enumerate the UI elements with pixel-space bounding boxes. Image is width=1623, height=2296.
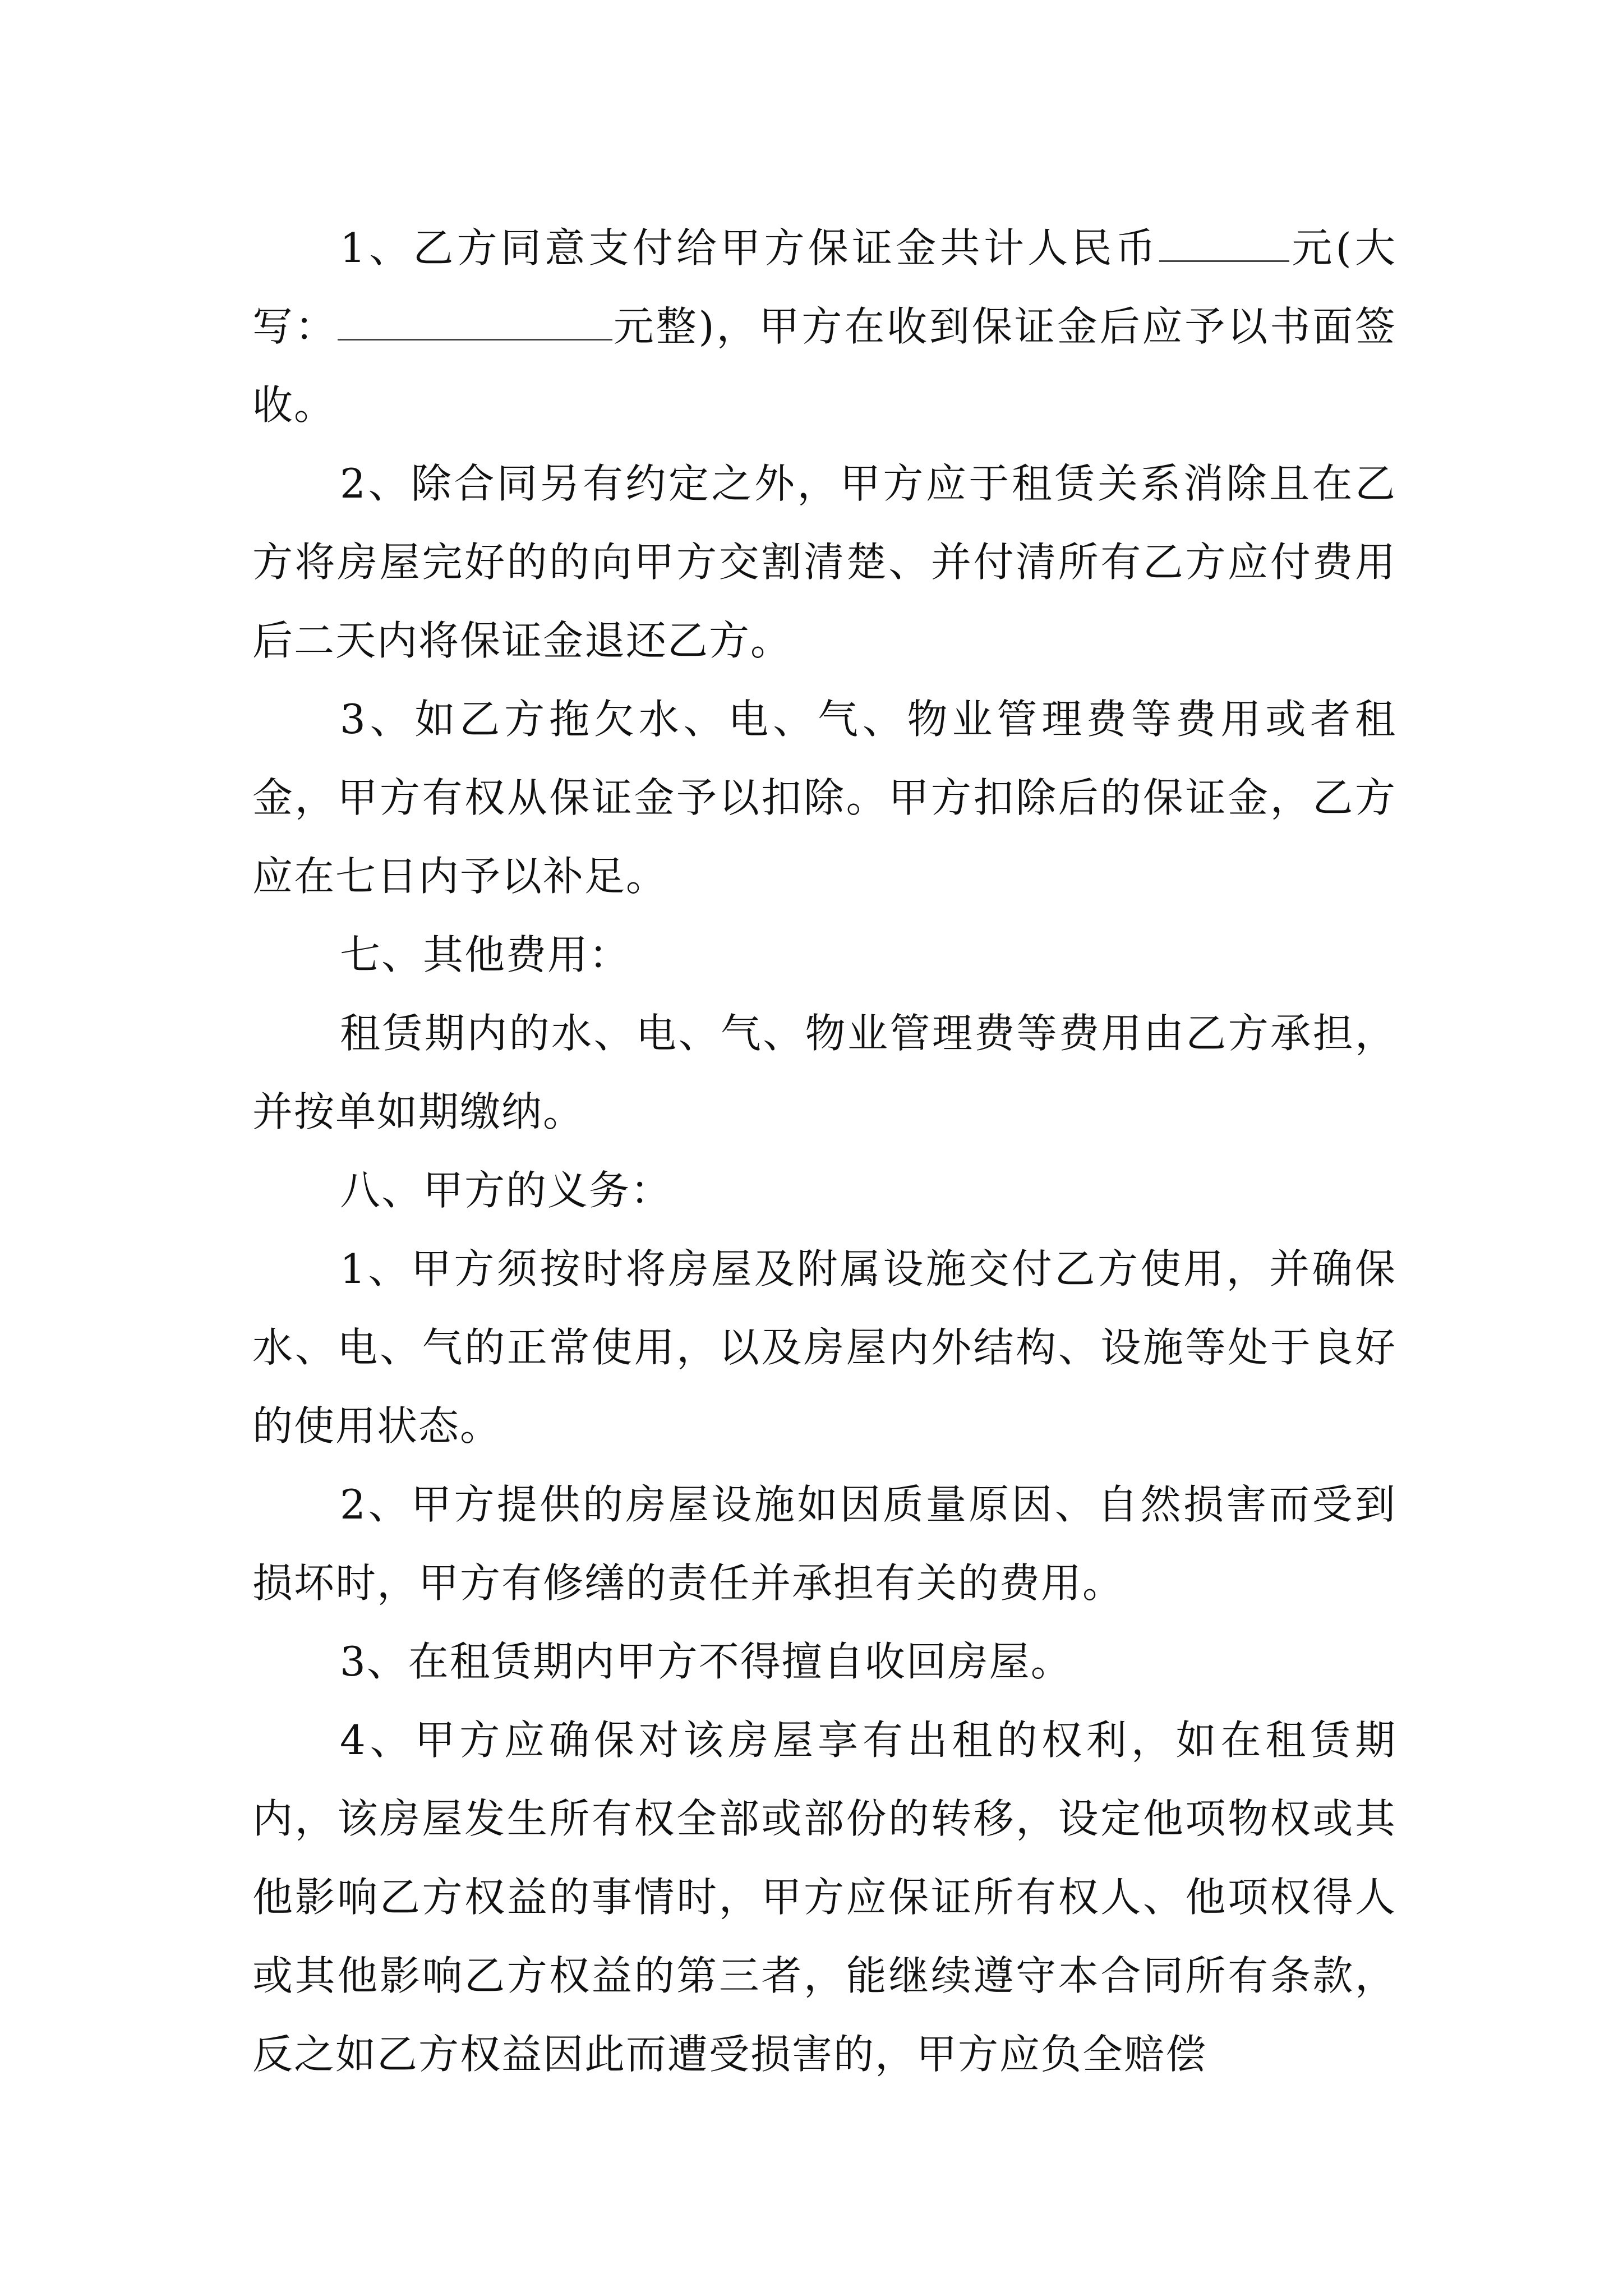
paragraph-deposit-deduction: 3、如乙方拖欠水、电、气、物业管理费等费用或者租金，甲方有权从保证金予以扣除。甲方扣除后的保证金，乙方应在七日内予以补足。 xyxy=(252,696,1396,900)
deposit-text-part2: 元(大写： xyxy=(252,224,1396,350)
paragraph-obligation-no-recall: 3、在租赁期内甲方不得擅自收回房屋。 xyxy=(340,1638,1072,1685)
paragraph-deposit-amount xyxy=(252,209,1396,444)
deposit-amount-words-blank xyxy=(338,306,612,341)
paragraph-fees-during-lease: 租赁期内的水、电、气、物业管理费等费用由乙方承担，并按单如期缴纳。 xyxy=(252,1010,1396,1135)
document-body xyxy=(252,209,1396,2093)
paragraph-obligation-delivery: 1、甲方须按时将房屋及附属设施交付乙方使用，并确保水、电、气的正常使用，以及房屋内外结构、设施等处于良好的使用状态。 xyxy=(252,1245,1396,1450)
section-heading-party-a-obligations: 八、甲方的义务： xyxy=(340,1167,672,1214)
section-heading-other-fees: 七、其他费用： xyxy=(340,931,631,978)
deposit-amount-blank xyxy=(1159,228,1289,262)
paragraph-obligation-ownership: 4、甲方应确保对该房屋享有出租的权利，如在租赁期内，该房屋发生所有权全部或部份的转移，设定他项物权或其他影响乙方权益的事情时，甲方应保证所有权人、他项权得人或其他影响乙方权益的第三者，能继续遵守本合同所有条款，反之如乙方权益因此而遭受损害的，甲方应负全赔偿 xyxy=(252,1717,1396,2078)
deposit-text-part3: 元整)，甲方在收到保证金后应予以书面签收。 xyxy=(252,303,1396,429)
paragraph-deposit-refund: 2、除合同另有约定之外，甲方应于租赁关系消除且在乙方将房屋完好的的向甲方交割清楚、并付清所有乙方应付费用后二天内将保证金退还乙方。 xyxy=(252,460,1396,664)
paragraph-obligation-repair: 2、甲方提供的房屋设施如因质量原因、自然损害而受到损坏时，甲方有修缮的责任并承担有关的费用。 xyxy=(252,1481,1396,1607)
deposit-text-part1: 1、乙方同意支付给甲方保证金共计人民币 xyxy=(340,224,1160,272)
